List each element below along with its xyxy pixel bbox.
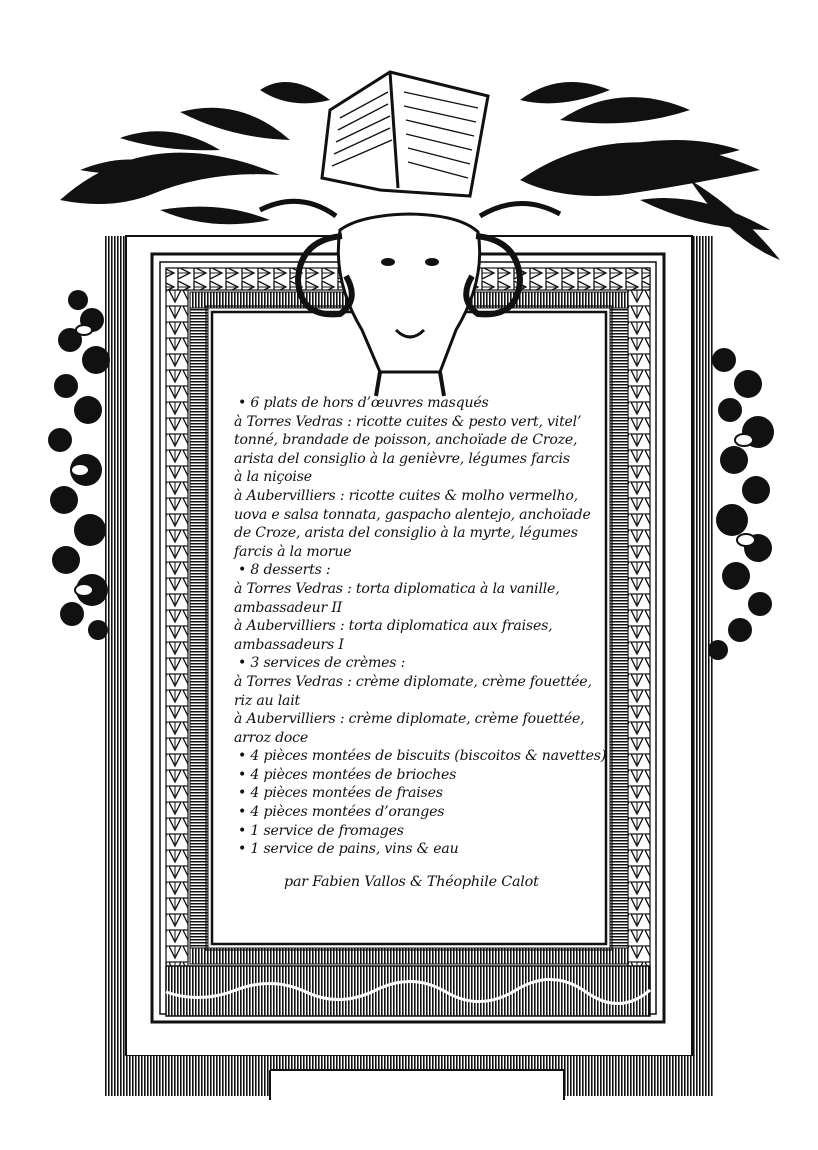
menu-line: farcis à la morue — [234, 543, 352, 560]
menu-line: uova e salsa tonnata, gaspacho alentejo, anchoïade — [234, 506, 591, 523]
menu-line: ambassadeurs I — [234, 636, 344, 653]
menu-line: à Torres Vedras : torta diplomatica à la vanille, — [234, 580, 560, 597]
menu-item: • 3 services de crèmes : — [238, 655, 406, 672]
menu-line: à Aubervilliers : ricotte cuites & molho vermelho, — [234, 487, 578, 504]
book-icon — [322, 72, 488, 196]
menu-line: arista del consiglio à la genièvre, légumes farcis — [234, 450, 570, 467]
menu-item: • 4 pièces montées de fraises — [238, 785, 443, 802]
menu-line: à Aubervilliers : crème diplomate, crème fouettée, — [234, 711, 585, 728]
menu-text — [234, 394, 606, 891]
menu-item: • 1 service de pains, vins & eau — [238, 841, 459, 858]
menu-item: • 4 pièces montées de brioches — [238, 766, 457, 783]
menu-item: • 4 pièces montées de biscuits (biscoitos & navettes) — [238, 748, 607, 765]
menu-line: à la niçoise — [234, 469, 312, 486]
menu-item: • 8 desserts : — [238, 562, 331, 579]
menu-item: • 1 service de fromages — [238, 822, 404, 839]
menu-line: à Torres Vedras : crème diplomate, crème fouettée, — [234, 673, 592, 690]
menu-line: à Torres Vedras : ricotte cuites & pesto vert, vitel’ — [234, 413, 582, 430]
menu-item: • 4 pièces montées d’oranges — [238, 804, 445, 821]
menu-line: ambassadeur II — [234, 599, 343, 616]
menu-line: de Croze, arista del consiglio à la myrte, légumes — [234, 525, 578, 542]
menu-line: riz au lait — [234, 692, 300, 709]
credit-line: par Fabien Vallos & Théophile Calot — [284, 873, 539, 890]
menu-line: arroz doce — [234, 729, 309, 746]
menu-line: tonné, brandade de poisson, anchoïade de Croze, — [234, 432, 578, 449]
menu-line: à Aubervilliers : torta diplomatica aux fraises, — [234, 618, 553, 635]
menu-item: • 6 plats de hors d’œuvres masqués — [238, 395, 489, 411]
